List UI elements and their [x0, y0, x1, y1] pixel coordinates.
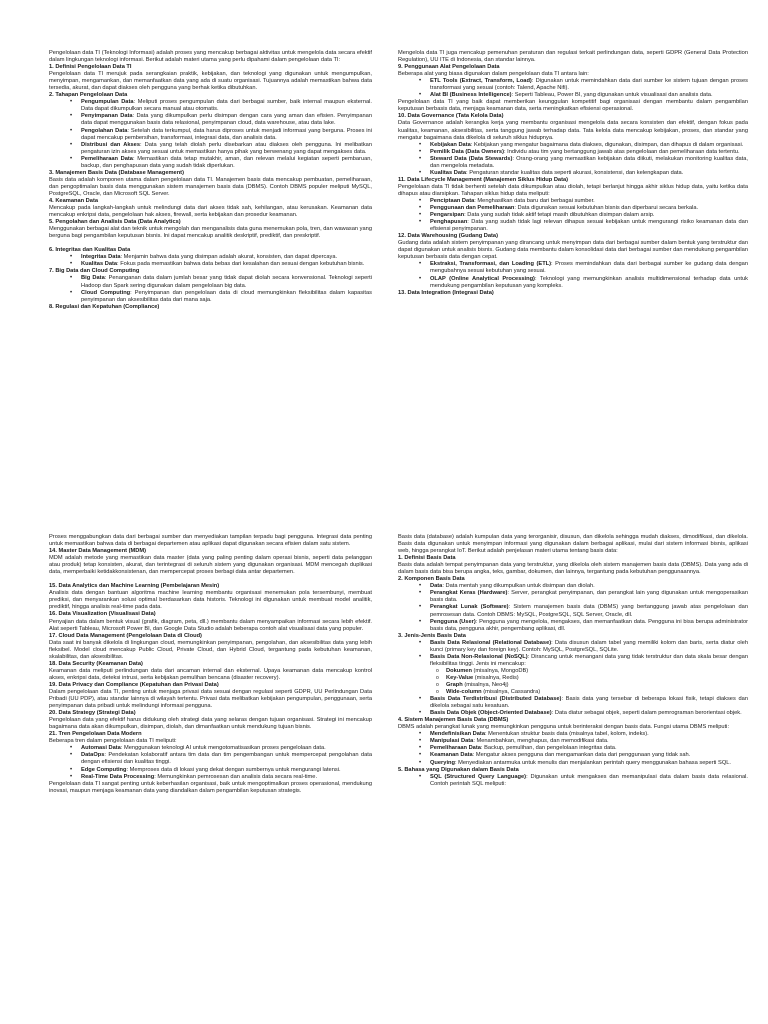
list-item-text: : Kebijakan yang mengatur bagaimana data diakses, digunakan, disimpan, dan dihapus di dalam organisasi. [470, 141, 744, 148]
list-item-term: Penyimpanan Data [81, 113, 133, 120]
list-item-term: Manipulasi Data [430, 738, 474, 745]
document-page-2 [384, 0, 768, 512]
list-item-text: : Proses memindahkan data dari berbagai sumber ke gudang data dengan mengubahnya sesuai kebutuhan yang sesuai. [430, 261, 748, 275]
list-item-term: Pengguna (User) [430, 618, 476, 625]
list-item-text: : Data disusun dalam tabel yang memiliki kolom dan baris, serta diatur oleh kunci (primary key dan foreign key). Contoh: MySQL, PostgreSQL, SQLite. [430, 639, 748, 653]
section-heading: 2. Komponen Basis Data [398, 576, 465, 583]
list-item-text: : Mengatur akses pengguna dan mengamankan data dari penggunaan yang tidak sah. [472, 752, 691, 759]
list-item-text: : Digunakan untuk mengakses dan memanipulasi data dalam basis data relasional. Contoh perintah SQL meliputi: [430, 773, 749, 787]
list-item [398, 654, 748, 668]
bullet-list [398, 142, 748, 177]
list-item-term: Integritas Data [81, 254, 121, 261]
list-item-text: : Data yang sudah tidak aktif tetapi masih dibutuhkan disimpan dalam arsip. [464, 212, 655, 219]
list-item-text: : Fokus pada memastikan bahwa data bebas dari kesalahan dan sesuai dengan kebutuhan bisnis. [117, 261, 365, 268]
section-heading: 13. Data Integration (Integrasi Data) [398, 289, 494, 296]
bullet-list [398, 198, 748, 233]
section-heading: 3. Jenis-Jenis Basis Data [398, 632, 466, 639]
section-heading: 9. Penggunaan Alat Pengelolaan Data [398, 64, 500, 71]
list-item-text: : Data yang dikumpulkan perlu disimpan dengan cara yang aman dan efisien. Penyimpanan data dapat menggunakan basis data relasional, penyimpanan cloud, data warehouse, atau data lake. [81, 113, 373, 127]
list-item-text: : Data diatur sebagai objek, seperti dalam pemrograman berorientasi objek. [551, 710, 742, 717]
section-heading: 1. Definisi Basis Data [398, 555, 456, 562]
list-item [49, 290, 372, 304]
paragraph: Beberapa tren dalam pengelolaan data TI meliputi: [49, 738, 177, 745]
list-item-term: Mendefinisikan Data [430, 731, 485, 738]
list-item-text: : Data yang telah diolah perlu disebarkan atau diakses oleh pengguna. Ini melibatkan pengaturan izin akses yang sesuai untuk memastikan hanya pihak yang berwenang yang dapat mengakses data. [81, 141, 372, 155]
list-item-term: Pengolahan Data [81, 127, 128, 134]
list-item-term: Perangkat Lunak (Software) [430, 604, 509, 611]
list-item [49, 767, 372, 774]
list-item-term: SQL (Structured Query Language) [430, 773, 527, 780]
bullet-list [398, 731, 748, 766]
paragraph: Data Governance adalah kerangka kerja yang membantu organisasi mengelola data secara konsisten dan efektif, dengan fokus pada kualitas, keamanan, aksesibilitas, serta tanggung jawab terhadap data. Tata kelola data mencakup kebijakan, proses, dan standar yang mengatur bagaimana data dikelola di seluruh siklus hidupnya. [398, 120, 748, 141]
bullet-list [398, 78, 748, 99]
section-heading: 10. Data Governance (Tata Kelola Data) [398, 113, 504, 120]
list-item-text: (misalnya, MongoDB) [471, 667, 529, 674]
list-item-text: : Menggunakan teknologi AI untuk mengotomatisasikan proses pengelolaan data. [120, 745, 326, 752]
list-item [398, 619, 748, 633]
paragraph: Pengelolaan data TI (Teknologi Informasi) adalah proses yang mencakup berbagai aktivitas untuk mengelola data secara efektif dalam lingkungan teknologi informasi. Berikut adalah materi utama yang perlu dipahami dalam pengelolaan data TI: [49, 50, 372, 64]
paragraph: DBMS adalah perangkat lunak yang memungkinkan pengguna untuk berinteraksi dengan basis data. Fungsi utama DBMS meliputi: [398, 724, 730, 731]
list-item-text: : Pengguna yang mengelola, mengakses, dan memanfaatkan data. Pengguna ini bisa berupa administrator basis data, pengguna akhir, pengembang aplikasi, dll. [430, 618, 749, 632]
list-item [398, 745, 748, 752]
list-item-term: Penghapusan [430, 219, 468, 226]
list-item-term: Edge Computing [81, 766, 127, 773]
bullet-list [398, 774, 748, 788]
bullet-list [398, 583, 748, 632]
document-page-1 [0, 0, 384, 512]
list-item-text: : Penanganan data dalam jumlah besar yang tidak dapat diolah secara konvensional. Teknologi seperti Hadoop dan Spark sering digunakan dalam pengelolaan big data. [81, 275, 372, 289]
list-item [398, 170, 748, 177]
list-item [398, 149, 748, 156]
list-item-term: Dokumen [446, 667, 472, 674]
list-item-text: : Data digunakan sesuai kebutuhan bisnis dan diperbarui secara berkala. [514, 205, 699, 212]
list-item-term: Big Data [81, 275, 105, 282]
list-item-text: : Digunakan untuk memindahkan data dari sumber ke sistem tujuan dengan proses transformasi yang sesuai (contoh: Talend, Apache Nifi). [430, 78, 748, 92]
list-item [398, 156, 748, 170]
list-item-term: Distribusi dan Akses [81, 141, 140, 148]
list-item [398, 583, 748, 590]
list-item-term: Basis Data Objek (Object-Oriented Database) [430, 710, 552, 717]
list-item-term: ETL Tools (Extract, Transform, Load) [430, 78, 532, 85]
section-heading: 5. Bahasa yang Digunakan dalam Basis Data [398, 766, 519, 773]
list-item-term: Alat BI (Business Intelligence) [430, 92, 512, 99]
list-item-text: : Individu atau tim yang bertanggung jawab atas pengelolaan dan pemeliharaan data tertentu. [503, 148, 740, 155]
section-heading: 4. Keamanan Data [49, 197, 98, 204]
list-item-term: Basis Data Terdistribusi (Distributed Database) [430, 696, 562, 703]
section-heading: 14. Master Data Management (MDM) [49, 548, 147, 555]
list-item [398, 710, 748, 717]
list-item [49, 142, 372, 156]
list-item-text: : Teknologi yang memungkinkan analisis multidimensional terhadap data untuk mendukung pengambilan keputusan yang kompleks. [430, 275, 748, 289]
section-heading: 12. Data Warehousing (Gudang Data) [398, 233, 498, 240]
list-item-term: Automasi Data [81, 745, 121, 752]
list-item-term: Pemeliharaan Data [81, 155, 133, 162]
list-item [49, 275, 372, 289]
list-item-term: Perangkat Keras (Hardware) [430, 590, 508, 597]
paragraph: Analisis data dengan bantuan algoritma machine learning membantu organisasi menemukan pola tersembunyi, membuat prediksi, dan menyarankan solusi optimal berdasarkan data historis. Teknologi ini digunakan untuk membuat model analitik, prediktif, hingga analisis real-time pada data. [49, 590, 372, 611]
list-item-text: : Server, perangkat penyimpanan, dan perangkat lain yang digunakan untuk mengoperasikan basis data. [430, 590, 748, 604]
list-item-text: : Seperti Tableau, Power BI, yang digunakan untuk visualisasi dan analisis data. [511, 92, 713, 99]
list-item [398, 590, 748, 604]
list-item [49, 113, 372, 127]
sub-bullet-list [398, 668, 748, 696]
paragraph: Pengelolaan data yang efektif harus didukung oleh strategi data yang selaras dengan tujuan organisasi. Strategi ini mencakup bagaimana data akan dikumpulkan, disimpan, diolah, dan dimanfaatkan untuk mendukung tujuan bisnis. [49, 717, 372, 731]
section-heading: 1. Definisi Pengelolaan Data TI [49, 64, 132, 71]
list-item-text: : Pengaturan standar kualitas data seperti akurasi, konsistensi, dan kelengkapan data. [466, 169, 684, 176]
document-page-4 [384, 512, 768, 1024]
paragraph: Menggunakan berbagai alat dan teknik untuk mengolah dan menganalisis data guna menemukan pola, tren, dan wawasan yang berguna bagi pengambilan keputusan bisnis. Ini dapat mencakup analitik deskriptif, prediktif, dan preskriptif. [49, 226, 372, 240]
list-item [398, 731, 748, 738]
section-heading: 2. Tahapan Pengelolaan Data [49, 92, 128, 99]
section-heading: 8. Regulasi dan Kepatuhan (Compliance) [49, 303, 160, 310]
paragraph: Basis data (database) adalah kumpulan data yang terorganisir, disusun, dan dikelola sehingga mudah diakses, dimodifikasi, dan dikelola. Basis data digunakan untuk menyimpan informasi yang digunakan dalam berbagai aplikasi, mulai dari sistem informasi bisnis, aplikasi web, hingga perangkat IoT. Berikut adalah penjelasan materi utama tentang basis data: [398, 534, 748, 555]
paragraph: MDM adalah metode yang memastikan data master (data yang paling penting dalam operasi bisnis, seperti data pelanggan atau produk) tetap konsisten, akurat, dan terintegrasi di seluruh sistem yang digunakan organisasi. MDM mencegah duplikasi data, memperbaiki ketidakkonsistenan, dan mempercepat proses berbagi data antar departemen. [49, 555, 372, 576]
list-item [49, 99, 372, 113]
list-item-text: : Sistem manajemen basis data (DBMS) yang bertanggung jawab atas pengelolaan dan pemrosesan data. Contoh DBMS: MySQL, PostgreSQL, SQL Server, Oracle, dll. [430, 604, 749, 618]
list-item-text: (misalnya, Redis) [473, 674, 519, 681]
list-item [398, 738, 748, 745]
bullet-list [398, 261, 748, 289]
list-item [398, 261, 748, 275]
list-item-text: : Menambahkan, menghapus, dan memodifikasi data. [473, 738, 609, 745]
list-item-text: : Memungkinkan pemrosesan dan analisis data secara real-time. [154, 773, 318, 780]
list-item-term: Penciptaan Data [430, 197, 475, 204]
paragraph: Basis data adalah tempat penyimpanan data yang terstruktur, yang dikelola oleh sistem manajemen basis data (DBMS). Data yang ada di dalam basis data bisa berupa angka, teks, gambar, dokumen, dan lainnya, tergantung pada kebutuhan penggunaannya. [398, 562, 748, 576]
list-item-term: Steward Data (Data Stewards) [430, 155, 513, 162]
list-item [49, 128, 372, 142]
list-item-text: : Menentukan struktur basis data (misalnya tabel, kolom, indeks). [485, 731, 649, 738]
list-item-text: (misalnya, Neo4j) [462, 681, 509, 688]
list-item-term: Data [430, 583, 443, 590]
list-item [398, 276, 748, 290]
list-item-term: Cloud Computing [81, 289, 131, 296]
bullet-list [49, 745, 372, 780]
paragraph: Gudang data adalah sistem penyimpanan yang dirancang untuk menyimpan data dari berbagai sumber dalam bentuk yang terstruktur dan dapat digunakan untuk analisis bisnis. Gudang data membantu dalam konsolidasi data dari berbagai sumber dan mendukung pengambilan keputusan berbasis data dengan cepat. [398, 240, 749, 261]
list-item-text: : Meliputi proses pengumpulan data dari berbagai sumber, baik internal maupun eksternal. Data dapat dikumpulkan secara manual atau otomatis. [81, 99, 372, 113]
bullet-list [49, 99, 372, 169]
list-item-term: Basis Data Non-Relasional (NoSQL) [430, 653, 528, 660]
list-item [49, 261, 372, 268]
list-item [398, 205, 748, 212]
list-item-term: Pengumpulan Data [81, 99, 134, 106]
paragraph: Pengelolaan data TI tidak berhenti setelah data dikumpulkan atau diolah, tetapi berlanjut hingga akhir siklus hidup data, yaitu ketika data dihapus atau diarsipkan. Tahapan siklus hidup data meliputi: [398, 183, 748, 197]
list-item-text: : Menjamin bahwa data yang disimpan adalah akurat, konsisten, dan dapat dipercaya. [120, 254, 338, 261]
paragraph: Pengelolaan data TI yang baik dapat memberikan keunggulan kompetitif bagi organisasi dengan membantu dalam pengambilan keputusan berbasis data, menjaga keamanan data, serta meningkatkan efisiensi operasional. [398, 99, 748, 113]
list-item-term: Ekstraksi, Transformasi, dan Loading (ETL) [430, 261, 552, 268]
list-item-term: Graph [446, 681, 463, 688]
list-item [398, 774, 748, 788]
list-item [398, 675, 748, 682]
list-item [398, 142, 748, 149]
list-item-text: : Memastikan data tetap mutakhir, aman, dan relevan melalui kegiatan seperti pembaruan, backup, dan penghapusan data yang sudah tidak diperlukan. [81, 155, 372, 169]
list-item [398, 78, 748, 92]
paragraph: Pengelolaan data TI merujuk pada serangkaian praktik, kebijakan, dan teknologi yang digunakan untuk mengumpulkan, menyimpan, mengamankan, dan memanfaatkan data yang ada di suatu organisasi. Tujuannya adalah memastikan bahwa data tersedia, akurat, dan dapat diakses oleh pengguna yang berhak ketika dibutuhkan. [49, 71, 372, 92]
section-heading: 3. Manajemen Basis Data (Database Management) [49, 169, 184, 176]
list-item [398, 198, 748, 205]
list-item-text: : Data mentah yang dikumpulkan untuk disimpan dan diolah. [442, 583, 595, 590]
spacer [49, 240, 372, 247]
section-heading: 15. Data Analytics dan Machine Learning (Pembelajaran Mesin) [49, 583, 220, 590]
paragraph: Proses menggabungkan data dari berbagai sumber dan menyediakan tampilan terpadu bagi pengguna. Integrasi data penting untuk memastikan bahwa data di berbagai departemen atau aplikasi dapat digunakan secara efisien dalam satu sistem. [49, 534, 372, 548]
list-item-text: : Pendekatan kolaboratif antara tim data dan tim pengembangan untuk mempercepat pengolahan data dengan efisiensi dan kualitas tinggi. [81, 752, 372, 766]
list-item [398, 604, 748, 618]
list-item-term: Real-Time Data Processing [81, 773, 155, 780]
list-item-term: Key-Value [446, 674, 474, 681]
section-heading: 11. Data Lifecycle Management (Manajemen Siklus Hidup Data) [398, 176, 569, 183]
list-item [49, 254, 372, 261]
bullet-list [49, 254, 372, 268]
paragraph: Dalam pengelolaan data TI, penting untuk menjaga privasi data sesuai dengan regulasi seperti GDPR, UU Perlindungan Data Pribadi (UU PDP), atau standar lainnya di wilayah tertentu. Privasi data melibatkan kebijakan pengumpulan, penggunaan, serta penyimpanan data pribadi untuk melindungi informasi pengguna. [49, 688, 372, 710]
bullet-list [49, 275, 372, 303]
section-heading: 4. Sistem Manajemen Basis Data (DBMS) [398, 717, 509, 724]
list-item-text: : Dirancang untuk menangani data yang tidak terstruktur dan data skala besar dengan fleksibilitas tinggi. Jenis ini mencakup: [430, 653, 748, 667]
list-item-term: DataOps [81, 752, 105, 759]
list-item [49, 774, 372, 781]
list-item-term: Keamanan Data [430, 752, 473, 759]
section-heading: 5. Pengolahan dan Analisis Data (Data Analytics) [49, 219, 181, 226]
list-item-term: OLAP (Online Analytical Processing) [430, 275, 535, 282]
list-item-text: : Menyediakan antarmuka untuk menulis dan menjalankan perintah query menggunakan bahasa seperti SQL. [454, 759, 731, 766]
section-heading: 20. Data Strategy (Strategi Data) [49, 710, 136, 717]
section-heading: 18. Data Security (Keamanan Data) [49, 660, 143, 667]
list-item-text: : Data yang sudah tidak lagi relevan dihapus sesuai kebijakan untuk mengurangi risiko keamanan data dan efisiensi penyimpanan. [430, 219, 748, 233]
paragraph: Keamanan data meliputi perlindungan data dari ancaman internal dan eksternal. Upaya keamanan data mencakup kontrol akses, enkripsi data, deteksi intrusi, serta kebijakan pemulihan bencana (disaster recovery). [49, 667, 372, 681]
list-item-term: Pengarsipan [430, 212, 465, 219]
list-item [398, 689, 748, 696]
list-item-term: Kualitas Data [81, 261, 118, 268]
list-item-text: : Basis data yang tersebar di beberapa lokasi fisik, tetapi diakses dan dikelola sebagai satu kesatuan. [430, 696, 748, 710]
list-item-text: : Memproses data di lokasi yang dekat dengan sumbernya untuk mengurangi latensi. [126, 766, 341, 773]
list-item-term: Pemeliharaan Data [430, 745, 481, 752]
list-item-text: : Backup, pemulihan, dan pengelolaan integritas data. [480, 745, 617, 752]
list-item-text: : Menghasilkan data baru dari berbagai sumber. [474, 197, 595, 204]
list-item [398, 682, 748, 689]
list-item-text: (misalnya, Cassandra) [481, 689, 541, 696]
list-item [398, 640, 748, 654]
section-heading: 21. Tren Pengelolaan Data Modern [49, 731, 142, 738]
section-heading: 19. Data Privacy dan Compliance (Kepatuhan dan Privasi Data) [49, 681, 219, 688]
section-heading: 16. Data Visualization (Visualisasi Data) [49, 611, 156, 618]
paragraph: Data saat ini banyak dikelola di lingkungan cloud, memungkinkan penyimpanan, pengolahan, dan aksesibilitas data yang lebih fleksibel. Model cloud mencakup Public Cloud, Private Cloud, dan Hybrid Cloud, tergantung pada kebutuhan keamanan, skalabilitas, dan aksesibilitas. [49, 639, 372, 660]
bullet-list [398, 640, 748, 668]
paragraph: Basis data adalah komponen utama dalam pengelolaan data TI. Manajemen basis data mencakup pembuatan, pemeliharaan, dan pengoptimalan basis data menggunakan sistem manajemen basis data (DBMS). Contoh DBMS populer meliputi MySQL, PostgreSQL, Oracle, dan Microsoft SQL Server. [49, 176, 372, 197]
list-item [398, 668, 748, 675]
list-item-term: Wide-column [446, 689, 482, 696]
paragraph: Penyajian data dalam bentuk visual (grafik, diagram, peta, dll.) membantu dalam menyampaikan informasi secara lebih efektif. Alat seperti Tableau, Microsoft Power BI, dan Google Data Studio adalah beberapa contoh alat visualisasi data yang populer. [49, 618, 372, 632]
section-heading: 6. Integritas dan Kualitas Data [49, 247, 131, 254]
document-page-3 [0, 512, 384, 1024]
section-heading: 17. Cloud Data Management (Pengelolaan Data di Cloud) [49, 632, 202, 639]
list-item [398, 760, 748, 767]
list-item-term: Kualitas Data [430, 169, 467, 176]
paragraph: Pengelolaan data TI sangat penting untuk keberhasilan organisasi, baik untuk mengoptimalkan proses operasional, mendukung inovasi, maupun menjaga keamanan data yang diandalkan dalam pengambilan keputusan strategis. [49, 780, 372, 794]
section-heading: 7. Big Data dan Cloud Computing [49, 268, 140, 275]
list-item-term: Querying [430, 759, 455, 766]
list-item-text: : Orang-orang yang memastikan kebijakan data diikuti, melakukan monitoring kualitas data, dan mengelola metadata. [430, 155, 748, 169]
list-item [49, 156, 372, 170]
paragraph: Mencakup pada langkah-langkah untuk melindungi data dari akses tidak sah, kehilangan, atau kerusakan. Keamanan data mencakup enkripsi data, pengelolaan hak akses, firewall, serta kebijakan dan prosedur keamanan. [49, 205, 372, 219]
list-item [49, 752, 372, 766]
paragraph: Beberapa alat yang biasa digunakan dalam pengelolaan data TI antara lain: [398, 71, 589, 78]
list-item [398, 92, 748, 99]
spacer [49, 576, 372, 583]
list-item-term: Penggunaan dan Pemeliharaan [430, 205, 515, 212]
list-item [398, 696, 748, 710]
list-item [398, 212, 748, 219]
bullet-list [398, 696, 748, 717]
paragraph: Mengelola data TI juga mencakup pemenuhan peraturan dan regulasi terkait perlindungan data, seperti GDPR (General Data Protection Regulation), UU ITE di Indonesia, dan standar lainnya. [398, 50, 748, 64]
list-item [398, 752, 748, 759]
list-item-text: : Penyimpanan dan pengelolaan data di cloud memungkinkan fleksibilitas dalam kapasitas penyimpanan dan aksesibilitas data dari mana saja. [81, 289, 372, 303]
list-item-term: Kebijakan Data [430, 141, 471, 148]
list-item-term: Pemilik Data (Data Owners) [430, 148, 504, 155]
list-item-term: Basis Data Relasional (Relational Database) [430, 639, 552, 646]
list-item-text: : Setelah data terkumpul, data harus diproses untuk menjadi informasi yang berguna. Proses ini dapat mencakup pembersihan, transformasi, integrasi data, dan analisis data. [81, 127, 372, 141]
list-item [49, 745, 372, 752]
list-item [398, 219, 748, 233]
